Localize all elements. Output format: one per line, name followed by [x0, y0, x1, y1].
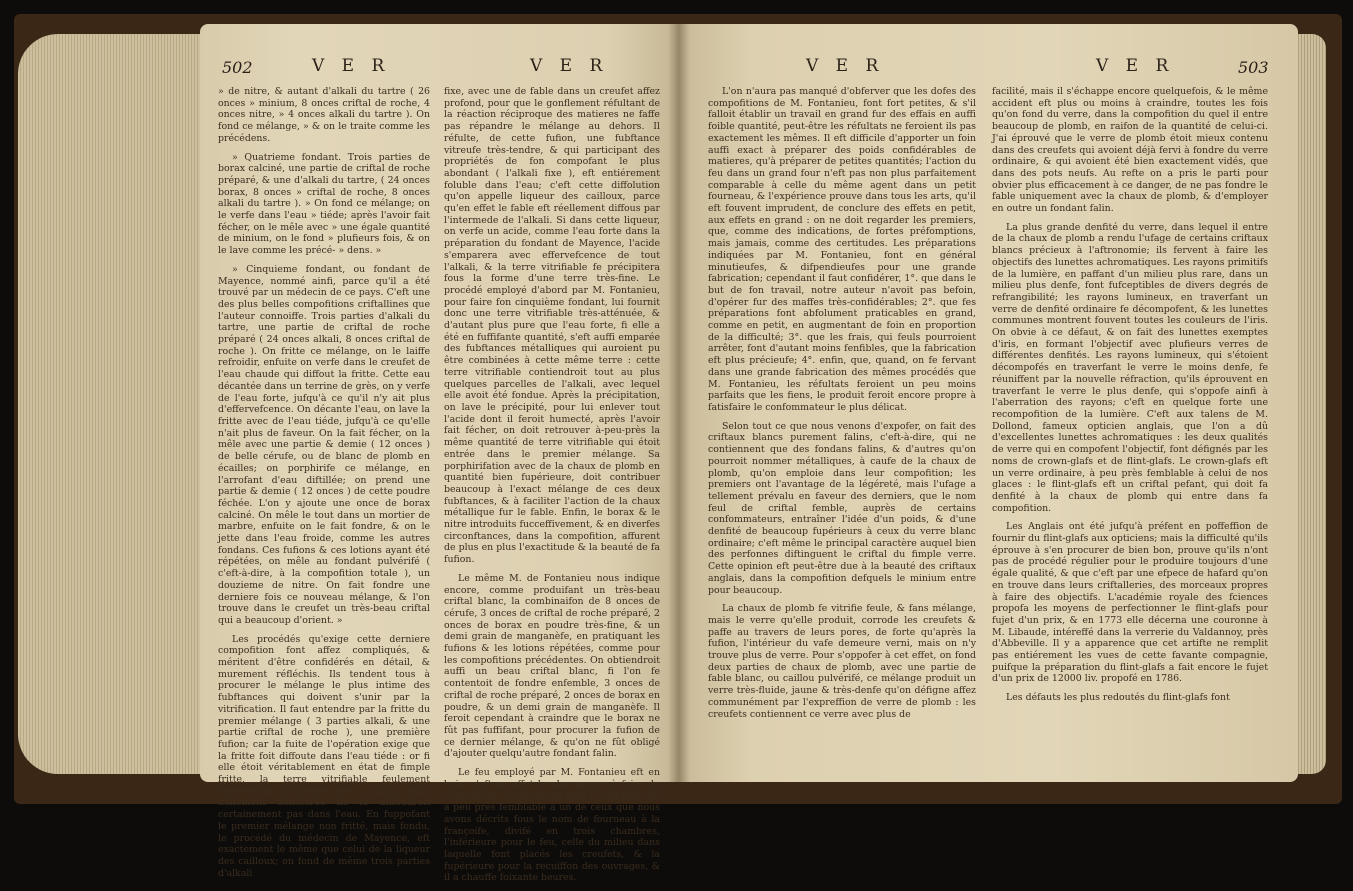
paragraph: Les Anglais ont été jufqu'à préfent en poffeffion de fournir du flint-glafs aux opticiens; mais la difficulté qu'ils éprouve à s'en procurer de bien bon, prouve qu'ils n'ont pas de procédé régulier pour le produire toujours d'une égale qualité, & que c'eft par une efpece de hafard qu'on en trouve dans leurs criftalleries, des morceaux propres à faire des objectifs. L'académie royale des fciences propofa les moyens de perfectionner le flint-glafs pour fujet d'un prix, & en 1773 elle décerna une couronne à M. Libaude, intéreffé dans la verrerie du Valdannoy, près d'Abbeville. Il y a apparence que cet artifte ne remplit pas entiérement les vues de cette favante compagnie, puifque la préparation du flint-glafs a fait encore le fujet d'un prix de 12000 liv. propofé en 1786.: [992, 521, 1268, 685]
paragraph: La plus grande denfité du verre, dans lequel il entre de la chaux de plomb a rendu l'ufage de certains criftaux blancs précieux à l'aftronomie; ils fervent à faire les objectifs des lunettes achromatiques. Les rayons primitifs de la lumière, en paffant d'un milieu plus rare, dans un milieu plus denfe, font fufceptibles de divers degrés de refrangibilité; les rayons lumineux, en traverfant un verre de denfité ordinaire fe décompofent, & les lunettes communes montrent fouvent toutes les couleurs de l'iris. On obvie à ce défaut, & on fait des lunettes exemptes d'iris, en formant l'objectif avec plufieurs verres de différentes denfités. Les rayons lumineux, qui s'étoient décompofés en traverfant le verre le moins denfe, fe réuniffent par la nouvelle réfraction, qu'ils éprouvent en traverfant le verre le plus denfe, qui s'oppofe ainfi à l'aberration des rayons; c'eft en quelque forte une recompofition de la lumière. C'eft aux talens de M. Dollond, fameux opticien anglais, que l'on a dû d'excellentes lunettes achromatiques : les deux qualités de verre qui en compofent l'objectif, font défignés par les noms de crown-glafs et de flint-glafs. Le crown-glafs eft un verre ordinaire, à peu près femblable à celui de nos glaces : le flint-glafs eft un criftal pefant, qui doit fa denfité à la chaux de plomb qui entre dans fa compofition.: [992, 221, 1268, 514]
right-column-1: [708, 86, 976, 727]
left-column-1: [218, 86, 430, 886]
paragraph: » Quatrieme fondant. Trois parties de borax calciné, une partie de criftal de roche préparé, & une d'alkali du tartre, ( 24 onces borax, 8 onces » criftal de roche, 8 onces alkali du tartre ). » On fond ce mélange; on le verfe dans l'eau » tiéde; après l'avoir fait fécher, on le mêle avec » une égale quantité de minium, on le fond » plufieurs fois, & on le lave comme les précé- » dens. »: [218, 151, 430, 257]
running-head-right-1: V E R: [806, 56, 885, 76]
page-number-left: 502: [222, 58, 253, 77]
right-page: [678, 24, 1298, 782]
running-head-left-1: V E R: [312, 56, 391, 76]
paragraph: Les procédés qu'exige cette derniere compofition font affez compliqués, & méritent d'être confidérés en détail, & murement réfléchis. Ils tendent tous à procurer le mélange le plus intime des fubftances qui doivent s'unir par la vitrification. Il faut entendre par la fritte du premier mélange ( 3 parties alkali, & une partie criftal de roche ), une première fufion; car la fuite de l'opération exige que la fritte foit diffoute dans l'eau tiéde : or fi elle étoit véritablement en état de fimple fritte, la terre vitrifiable feulement légérement combinée avec l'alkali, mais nullement dénaturée ne fe diffoudroit certainement pas dans l'eau. En fuppofant le premier mélange non fritté, mais fondu, le procédé du médecin de Mayence, eft exactement le même que celui de la liqueur des cailloux; on fond de même trois parties d'alkali: [218, 633, 430, 879]
page-edges-left: [18, 34, 202, 774]
running-head-left-2: V E R: [530, 56, 609, 76]
right-column-2: [992, 86, 1268, 711]
paragraph: Le feu employé par M. Fontanieu eft en bois; c'eft en effet le plus propre à faire du verre blanc. Le fourneau dont il s'eft fervi eft à peu près femblable à un de ceux que nous avons décrits fous le nom de fourneau à la françoife, divifé en trois chambres, l'inférieure pour le feu, celle du milieu dans laquelle font placés les creufets, & la fupérieure pour la recuiffon des ouvrages, & il a chauffe foixante heures.: [444, 767, 660, 884]
left-page: [200, 24, 678, 884]
paragraph: Selon tout ce que nous venons d'expofer, on fait des criftaux blancs purement falins, c'eft-à-dire, qui ne contiennent que des fondans falins, & d'autres qu'on pourroit nommer métalliques, à caufe de la chaux de plomb, qu'on emploie dans leur compofition; les premiers ont l'avantage de la légéreté, mais l'ufage a tellement prévalu en faveur des derniers, que le nom feul de criftal femble, auprès de certains confommateurs, entraîner l'idée d'un poids, & d'une denfité de beaucoup fupérieurs à ceux du verre blanc ordinaire; c'eft même le principal caractère auquel bien des perfonnes diftinguent le criftal du fimple verre. Cette opinion eft peut-être due à la beauté des criftaux anglais, dans la compofition defquels le minium entre pour beaucoup.: [708, 420, 976, 596]
left-column-2: [444, 86, 660, 891]
page-number-right: 503: [1238, 58, 1269, 77]
paragraph: fixe, avec une de fable dans un creufet affez profond, pour que le gonflement réfultant de la réaction réciproque des matieres ne faffe pas répandre le mélange au dehors. Il réfulte, de cette fufion, une fubftance vitreufe très-tendre, & qui participant des propriétés de fon compofant le plus abondant ( l'alkali fixe ), eft entiérement foluble dans l'eau; c'eft cette diffolution qu'on appelle liqueur des cailloux, parce qu'en effet le fable eft réellement diffous par l'intermede de l'alkali. Si dans cette liqueur, on verfe un acide, comme l'eau forte dans la préparation du fondant de Mayence, l'acide s'emparera avec effervefcence de tout l'alkali, & la terre vitrifiable fe précipitera fous la forme d'une terre très-fine. Le procédé employé d'abord par M. Fontanieu, pour faire fon cinquième fondant, lui fournit donc une terre vitrifiable très-atténuée, & d'autant plus pure que l'eau forte, fi elle a été en fuffifante quantité, s'eft auffi emparée des fubftances métalliques qui auroient pu être combinées à cette même terre : cette terre vitrifiable contiendroit tout au plus quelques parcelles de l'alkali, avec lequel elle avoit été fondue. Après la précipitation, on lave le précipité, pour lui enlever tout l'acide dont il feroit humecté, après l'avoir fait fécher, on doit retrouver à-peu-près la même quantité de terre vitrifiable qui étoit entrée dans le premier mélange. Sa porphirifation avec de la chaux de plomb en quantité bien fupérieure, doit contribuer beaucoup à l'exact mélange de ces deux fubftances, & à faciliter l'action de la chaux métallique fur le fable. Enfin, le borax & le nitre introduits fucceffivement, & en diverfes circonftances, dans la compofition, affurent de plus en plus l'exactitude & la beauté de fa fufion.: [444, 86, 660, 566]
running-head-right-2: V E R: [1096, 56, 1175, 76]
paragraph: facilité, mais il s'échappe encore quelquefois, & le même accident eft plus ou moins à craindre, toutes les fois qu'on fond du verre, dans la compofition du quel il entre beaucoup de plomb, en raifon de la quantité de celui-ci. J'ai éprouvé que le verre de plomb étoit mieux contenu dans des creufets qui avoient déjà fervi à fondre du verre ordinaire, & qui avoient été bien exactement vidés, que dans des pots neufs. Au refte on a pris le parti pour obvier plus efficacement à ce danger, de ne pas fondre le fable uniquement avec la chaux de plomb, & d'employer en outre un fondant falin.: [992, 86, 1268, 215]
paragraph: L'on n'aura pas manqué d'obferver que les dofes des compofitions de M. Fontanieu, font fort petites, & s'il falloit établir un travail en grand fur des effais en auffi foible quantité, peut-être les réfultats ne feroient ils pas exactement les mêmes. Il eft difficile d'apporter un foin auffi exact à préparer des poids confidérables de matieres, qu'à préparer de petites quantités; l'action du feu dans un grand four n'eft pas non plus parfaitement comparable à celle du même agent dans un petit fourneau, & l'expérience prouve dans tous les arts, qu'il eft fouvent imprudent, de conclure des effets en petit, aux effets en grand : on ne doit regarder les premiers, que, comme des indications, de fortes préfomptions, mais jamais, comme des certitudes. Les préparations indiquées par M. Fontanieu, font en général minutieufes, & difpendieufes pour une grande fabrication; cependant il faut confidérer, 1°. que dans le but de fon travail, notre auteur n'avoit pas befoin, d'opérer fur des maffes très-confidérables; 2°. que fes préparations font abfolument praticables en grand, comme en petit, en augmentant de foin en proportion de la difficulté; 3°. que les frais, qui feuls pourroient arrêter, font d'autant moins fenfibles, que la fabrication eft plus précieufe; 4°. enfin, que, quand, on fe fervant dans une grande fabrication des mêmes procédés que M. Fontanieu, les réfultats feroient un peu moins parfaits que les fiens, le produit feroit encore propre à fatisfaire le confommateur le plus délicat.: [708, 86, 976, 413]
paragraph: » de nitre, & autant d'alkali du tartre ( 26 onces » minium, 8 onces criftal de roche, 4 onces nitre, » 4 onces alkali du tartre ). On fond ce mélange, » & on le traite comme les précédens.: [218, 86, 430, 144]
book-gutter: [668, 24, 690, 782]
page-edges-right: [1296, 34, 1326, 774]
paragraph: » Cinquieme fondant, ou fondant de Mayence, nommé ainfi, parce qu'il a été trouvé par un médecin de ce pays. C'eft une des plus belles compofitions criftallines que l'auteur connoiffe. Trois parties d'alkali du tartre, une partie de criftal de roche préparé ( 24 onces alkali, 8 onces criftal de roche ). On fritte ce mélange, on le laiffe refroidir, enfuite on verfe dans le creufet de l'eau chaude qui diffout la fritte. Cette eau décantée dans un terrine de grès, on y verfe de l'eau forte, jufqu'à ce qu'il n'y ait plus d'effervefcence. On décante l'eau, on lave la fritte avec de l'eau tiéde, jufqu'à ce qu'elle n'ait plus de faveur. On la fait fécher, on la mêle avec une partie & demie ( 12 onces ) de belle cérufe, ou de blanc de plomb en écailles; on porphirife ce mélange, en l'arrofant d'eau diftillée; on prend une partie & demie ( 12 onces ) de cette poudre féchée. L'on y ajoute une once de borax calciné. On mêle le tout dans un mortier de marbre, enfuite on le fait fondre, & on le jette dans l'eau froide, comme les autres fondans. Ces fufions & ces lotions ayant été répétées, on mêle au fondant pulvérifé ( c'eft-à-dire, à la compofition totale ), un douzieme de nitre. On fait fondre une derniere fois ce nouveau mélange, & l'on trouve dans le creufet un très-beau criftal qui a beaucoup d'orient. »: [218, 263, 430, 626]
paragraph: La chaux de plomb fe vitrifie feule, & fans mélange, mais le verre qu'elle produit, corrode les creufets & paffe au travers de leurs pores, de forte qu'après la fufion, l'intérieur du vafe demeure verni, mais on n'y trouve plus de verre. Pour s'oppofer à cet effet, on fond deux parties de chaux de plomb, avec une partie de fable blanc, ou caillou pulvérifé, ce mélange produit un verre très-fluide, jaune & très-denfe qu'on défigne affez communément par l'expreffion de verre de plomb : les creufets contiennent ce verre avec plus de: [708, 603, 976, 720]
paragraph: Les défauts les plus redoutés du flint-glafs font: [1006, 692, 1230, 704]
paragraph: Le même M. de Fontanieu nous indique encore, comme produifant un très-beau criftal blanc, la combinaifon de 8 onces de cérufe, 3 onces de criftal de roche préparé, 2 onces de borax en poudre très-fine, & un demi grain de manganèfe, en pratiquant les fufions & les lotions répétées, comme pour les compofitions précédentes. On obtiendroit auffi un beau criftal blanc, fi l'on fe contentoit de fondre enfemble, 3 onces de criftal de roche préparé, 2 onces de borax en poudre, & un demi grain de manganèfe. Il feroit cependant à craindre que le borax ne fût pas fuffifant, pour procurer la fufion de ce dernier mélange, & qu'on ne fût obligé d'ajouter quelqu'autre fondant falin.: [444, 572, 660, 760]
